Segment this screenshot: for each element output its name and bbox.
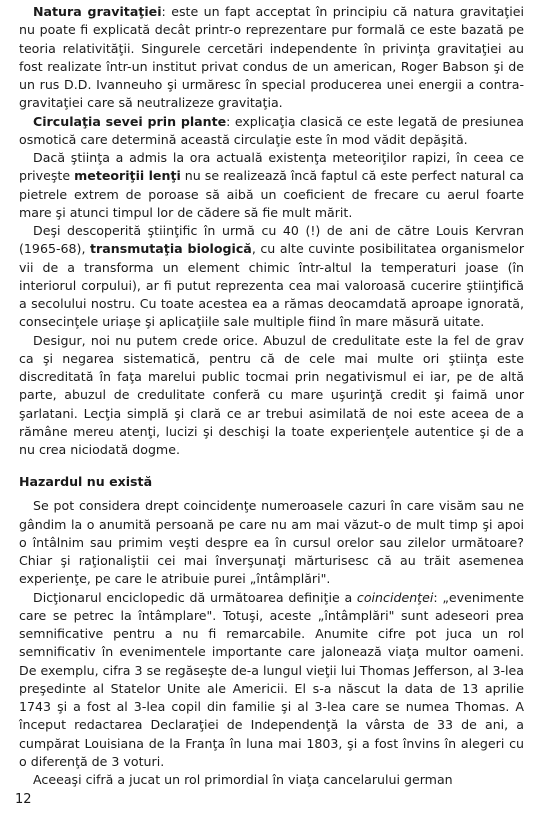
meteorites-after: nu se realizează încă faptul că este perfect natural ca pietrele extrem de poroase să aibă un coeficient de frecare cu aerul foarte mare şi atunci timpul lor de cădere să fie mult mărit. (19, 168, 525, 220)
paragraph-last: Aceeaşi cifră a jucat un rol primordial în viaţa cancelarului german (33, 772, 453, 787)
paragraph-gravity-text: : este un fapt acceptat în principiu că natura gravitaţiei nu poate fi explicată decât printr-o reprezentare pur formală ce este bazată pe teoria relativităţii. Singurele cercetări independente în privinţa gravitaţiei au fost realizate într-un institut privat condus de un american, Roger Babson şi de un rus D.D. Ivanneuho şi urmăresc în special producerea unei energii a contra-gravitaţiei care să neutralizeze gravitaţia. (19, 4, 524, 111)
transmutation-before: Deşi descoperită ştiinţific în urmă cu 40 (!) de ani de către Louis Kervran (1965-68), (19, 223, 524, 257)
term-meteorites: meteoriţii lenţi (74, 168, 181, 184)
paragraph-transmutation (19, 222, 524, 332)
paragraph-definition (19, 589, 524, 772)
paragraph-gravity (19, 3, 524, 113)
paragraph-meteorites (19, 149, 524, 222)
transmutation-after: , cu alte cuvinte posibilitatea organismelor vii de a transforma un element chimic într-altul la temperaturi joase (în interiorul corpului), ar fi putut reprezenta cea mai valoroasă cucerire ştiinţifică a secolului nostru. Cu toate acestea ea a rămas deocamdată aproape ignorată, consecinţele uriaşe şi aplicaţiile sale multiple fiind în mare măsură uitate. (19, 241, 524, 330)
paragraph-coincidences: Se pot considera drept coincidenţe numeroasele cazuri în care visăm sau ne gândim la o anumită persoană pe care nu am mai văzut-o de mult timp şi apoi o întâlnim sau primim veşti despre ea în cursul orelor sau zilelor următoare? Chiar şi raţionaliştii cei mai înverşunaţi mărturisesc că au trăit asemenea experienţe, pe care le atribuie purei „întâmplări". (19, 498, 524, 587)
section-heading: Hazardul nu există (19, 474, 153, 490)
paragraph-sap (19, 113, 524, 150)
page-number: 12 (15, 792, 32, 807)
meteorites-before: Dacă ştiinţa a admis la ora actuală existenţa meteoriţilor rapizi, în ceea ce priveşte (19, 150, 524, 184)
book-page (19, 3, 524, 789)
term-coincidence: coincidenţei (356, 589, 434, 605)
term-sap: Circulaţia sevei prin plante (33, 113, 227, 129)
definition-before: Dicţionarul enciclopedic dă următoarea definiţie a (33, 589, 357, 605)
term-transmutation: transmutaţia biologică (90, 241, 252, 257)
definition-after: : „evenimente care se petrec la întâmplare". Totuşi, aceste „întâmplări" sunt adeseori prea semnificative pentru a nu fi remarcabile. Anumite cifre pot juca un rol semnificativ în evenimentele importante care jalonează viaţa multor oameni. De exemplu, cifra 3 se regăseşte de-a lungul vieţii lui Thomas Jefferson, al 3-lea preşedinte al Statelor Unite ale Americii. El s-a născut la data de 13 aprilie 1743 şi a fost al 3-lea copil din familie şi al 3-lea care se numea Thomas. A început redactarea Declaraţiei de Independenţă la vârsta de 33 de ani, a cumpărat Louisiana de la Franţa în luna mai 1803, şi a fost învins în alegeri cu o diferenţă de 3 voturi. (19, 589, 524, 769)
term-gravity: Natura gravitaţiei (33, 4, 162, 19)
paragraph-credulity: Desigur, noi nu putem crede orice. Abuzul de credulitate este la fel de grav ca şi negarea sistematică, pentru că de cele mai multe ori ştiinţa este discreditată în faţa marelui public tocmai prin negativismul ei iar, pe de altă parte, abuzul de credulitate conferă cu mare uşurinţă credit şi faimă unor şarlatani. Lecţia simplă şi clară ce ar trebui asimilată de noi este aceea de a rămâne mereu atenţi, lucizi şi deschişi la toate experienţele autentice şi de a nu crea niciodată dogme. (19, 332, 524, 457)
paragraph-sap-text: : explicaţia clasică ce este legată de presiunea osmotică care determină această circulaţie este în mod vădit depăşită. (19, 113, 524, 147)
